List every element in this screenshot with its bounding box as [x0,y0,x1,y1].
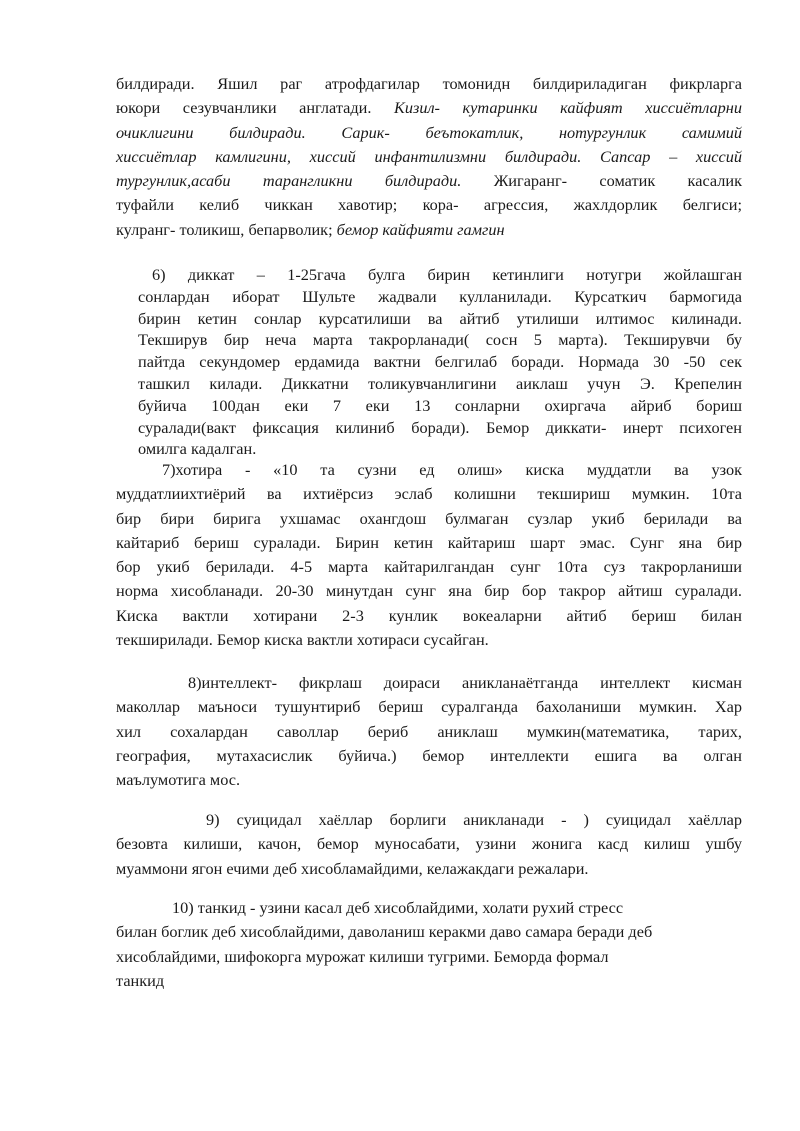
paragraph-colors [116,72,742,242]
text-line: пайтда секундомер ердамида вактни белгилаб боради. Нормада 30 -50 сек [138,352,742,372]
text-line: 10) танкид - узини касал деб хисоблайдими, холати рухий стресс [172,898,624,917]
text-line: ташкил килади. Диккатни толикувчанлигини аиклаш учун Э. Крепелин [138,373,742,393]
text-line: хисоблайдими, шифокорга мурожат килиши тугрими. Беморда формал [116,946,609,966]
paragraph-memory [116,458,742,652]
text-line: безовта килиши, качон, бемор муносабати, узини жонига касд килиш ушбу [116,834,742,854]
text-line: муаммони ягон ечими деб хисобламайдими, келажакдаги режалари. [116,858,589,878]
paragraph-intellect [116,671,742,792]
text-line: маколлар маъноси тушунтириб бериш суралганда бахоланиши мумкин. Хар [116,697,742,717]
text-line: бир бири бирига ухшамас охангдош булмаган сузлар укиб берилади ва [116,508,742,528]
text-line: юкори сезувчанлики англатади. Кизил- кутаринки кайфият хиссиётларни [116,98,742,118]
text-line: билан боглик деб хисоблайдими, даволаниш керакми даво самара беради деб [116,922,653,942]
text-line: муддатлиихтиёрий ва ихтиёрсиз эслаб колишни текшириш мумкин. 10та [116,484,742,504]
text-line: очиклигини билдиради. Сарик- беътокатлик, нотургунлик самимий [116,122,742,142]
paragraph-critique [116,896,742,993]
text-line: 9) суицидал хаёллар борлиги аникланади - ) суицидал хаёллар [206,810,742,829]
text-line: Киска вактли хотирани 2-3 кунлик вокеаларни айтиб бериш билан [116,605,742,625]
text-line: суралади(вакт фиксация килиниб боради). Бемор диккати- инерт психоген [138,417,742,437]
text-line: буйича 100дан еки 7 еки 13 сонларни охиргача айриб бориш [138,395,742,415]
text-line: 6) диккат – 1-25гача булга бирин кетинлиги нотугри жойлашган [152,265,742,284]
text-line: хиссиётлар камлигини, хиссий инфантилизмни билдиради. Сапсар – хиссий [116,146,742,166]
text-line: 7)хотира - «10 та сузни ед олиш» киска муддатли ва узок [162,460,742,479]
text-line: туфайли келиб чиккан хавотир; кора- агрессия, жахлдорлик белгиси; [116,195,742,215]
text-line: текширилади. Бемор киска вактли хотираси сусайган. [116,630,489,650]
text-line: бор укиб берилади. 4-5 марта кайтарилгандан сунг 10та суз такрорланиши [116,557,742,577]
text-line: Текширув бир неча марта такрорланади( сосн 5 марта). Текширувчи бу [138,330,742,350]
text-line: билдиради. Яшил раг атрофдагилар томонидн билдириладиган фикрларга [116,74,742,93]
text-line: кайтариб бериш суралади. Бирин кетин кайтариш шарт эмас. Сунг яна бир [116,532,742,552]
paragraph-attention [138,264,742,460]
text-line: кулранг- толикиш, бепарволик; бемор кайфияти гамгин [116,219,505,239]
text-line: сонлардан иборат Шульте жадвали кулланилади. Курсаткич бармогида [138,286,742,306]
text-line: омилга кадалган. [138,439,257,459]
text-line: тургунлик,асаби тарангликни билдиради. Жигаранг- соматик касалик [116,171,742,191]
text-line: 8)интеллект- фикрлаш доираси аникланаётганда интеллект кисман [188,673,742,692]
text-line: хил сохалардан саволлар бериб аниклаш мумкин(математика, тарих, [116,721,742,741]
text-line: норма хисобланади. 20-30 минутдан сунг яна бир бор такрор айтиш суралади. [116,581,742,601]
text-line: география, мутахасислик буйича.) бемор интеллекти ешига ва олган [116,745,742,765]
paragraph-suicide [116,808,742,881]
text-line: маълумотига мос. [116,770,241,790]
text-line: танкид [116,970,165,990]
text-line: бирин кетин сонлар курсатилиши ва айтиб утилиши илтимос килинади. [138,308,742,328]
